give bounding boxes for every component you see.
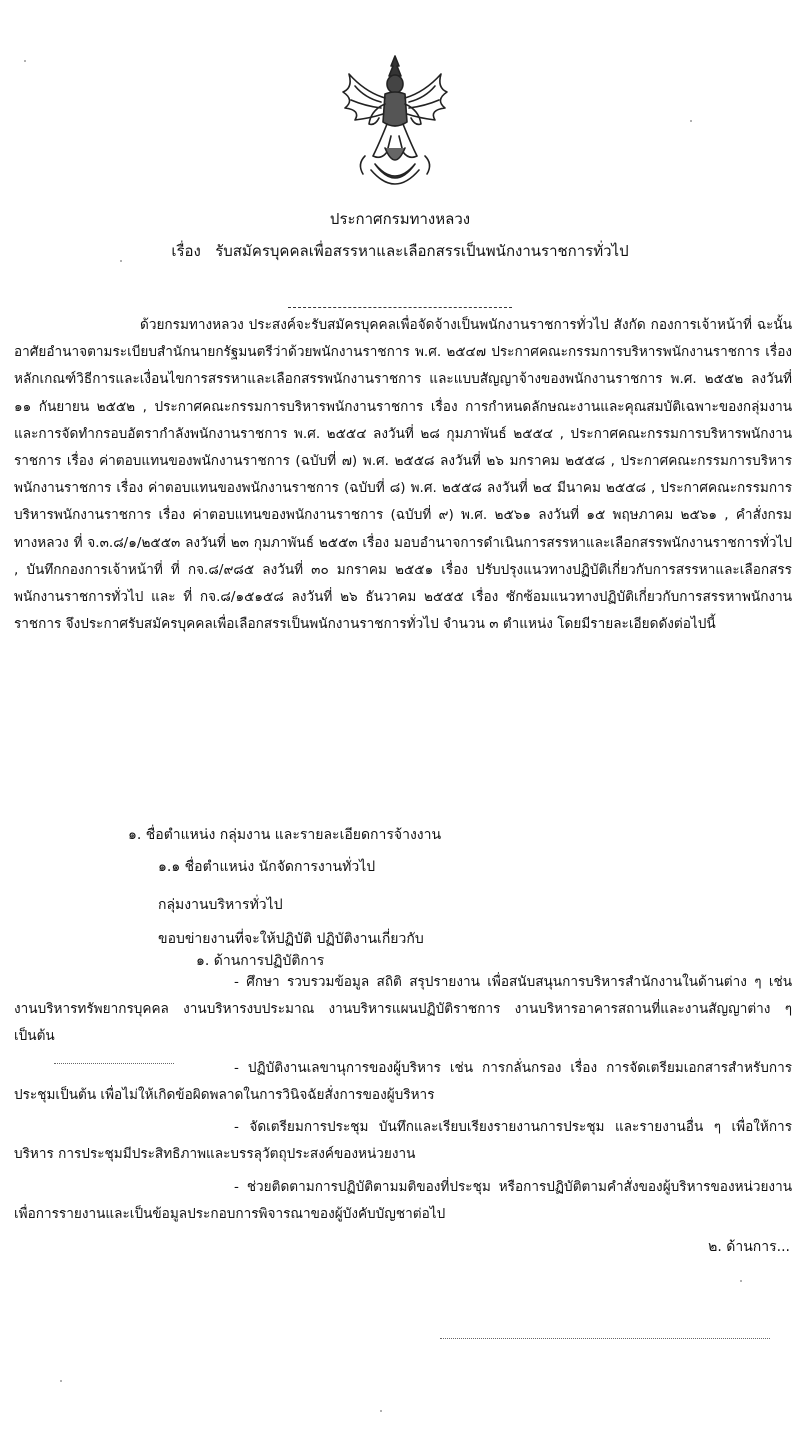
duty-item: - จัดเตรียมการประชุม บันทึกและเรียบเรียงรายงานการประชุม และรายงานอื่น ๆ เพื่อให้การบริหาร การประชุมมีประสิทธิภาพและบรรลุวัตถุประสงค์ของหน่วยงาน: [14, 1119, 792, 1162]
position-heading: ๑.๑ ชื่อตำแหน่ง นักจัดการงานทั่วไป: [158, 859, 376, 875]
scan-speck: [380, 1410, 382, 1412]
announcement-title: ประกาศกรมทางหลวง: [329, 210, 471, 228]
intro-text: ด้วยกรมทางหลวง ประสงค์จะรับสมัครบุคคลเพื่อจัดจ้างเป็นพนักงานราชการทั่วไป สังกัด กองการเจ้าหน้าที่ ฉะนั้น อาศัยอำนาจตามระเบียบสำนักนายกรัฐมนตรีว่าด้วยพนักงานราชการ พ.ศ. ๒๕๔๗ ประกาศคณะกรรมการบริหารพนักงานราชการ เรื่อง หลักเกณฑ์วิธีการและเงื่อนไขการสรรหาและเลือกสรรพนักงานราชการ และแบบสัญญาจ้างของพนักงานราชการ พ.ศ. ๒๕๕๒ ลงวันที่ ๑๑ กันยายน ๒๕๕๒ , ประกาศคณะกรรมการบริหารพนักงานราชการ เรื่อง การกำหนดลักษณะงานและคุณสมบัติเฉพาะของกลุ่มงานและการจัดทำกรอบอัตรากำลังพนักงานราชการ พ.ศ. ๒๕๕๔ ลงวันที่ ๒๘ กุมภาพันธ์ ๒๕๕๔ , ประกาศคณะกรรมการบริหารพนักงานราชการ เรื่อง ค่าตอบแทนของพนักงานราชการ (ฉบับที่ ๗) พ.ศ. ๒๕๕๘ ลงวันที่ ๒๖ มกราคม ๒๕๕๘ , ประกาศคณะกรรมการบริหารพนักงานราชการ เรื่อง ค่าตอบแทนของพนักงานราชการ (ฉบับที่ ๘) พ.ศ. ๒๕๕๘ ลงวันที่ ๒๔ มีนาคม ๒๕๕๘ , ประกาศคณะกรรมการบริหารพนักงานราชการ เรื่อง ค่าตอบแทนของพนักงานราชการ (ฉบับที่ ๙) พ.ศ. ๒๕๖๑ ลงวันที่ ๑๕ พฤษภาคม ๒๕๖๑ , คำสั่งกรมทางหลวง ที่ จ.๓.๘/๑/๒๕๕๓ ลงวันที่ ๒๓ กุมภาพันธ์ ๒๕๕๓ เรื่อง มอบอำนาจการดำเนินการสรรหาและเลือกสรรพนักงานราชการทั่วไป , บันทึกกองการเจ้าหน้าที่ ที่ กจ.๘/๙๘๕ ลงวันที่ ๓๐ มกราคม ๒๕๕๑ เรื่อง ปรับปรุงแนวทางปฏิบัติเกี่ยวกับการสรรหาและเลือกสรรพนักงานราชการทั่วไป และ ที่ กจ.๘/๑๕๑๕๘ ลงวันที่ ๒๖ ธันวาคม ๒๕๕๕ เรื่อง ซักซ้อมแนวทางปฏิบัติเกี่ยวกับการสรรหาพนักงานราชการ จึงประกาศรับสมัครบุคคลเพื่อเลือกสรรเป็นพนักงานราชการทั่วไป จำนวน ๓ ตำแหน่ง โดยมีรายละเอียดดังต่อไปนี้: [14, 317, 792, 633]
garuda-emblem-icon: [335, 52, 455, 197]
title-separator: [288, 307, 512, 308]
job-group: กลุ่มงานบริหารทั่วไป: [158, 897, 283, 913]
section-1-heading: ๑. ชื่อตำแหน่ง กลุ่มงาน และรายละเอียดการจ้างงาน: [128, 827, 442, 843]
duty-item: - ศึกษา รวบรวมข้อมูล สถิติ สรุปรายงาน เพื่อสนับสนุนการบริหารสำนักงานในด้านต่าง ๆ เช่น งานบริหารทรัพยากรบุคคล งานบริหารงบประมาณ งานบริหารแผนปฏิบัติราชการ งานบริหารอาคารสถานที่และงานสัญญาต่าง ๆ เป็นต้น: [14, 974, 792, 1044]
scan-speck: [740, 1280, 742, 1282]
scan-artifact: [54, 1063, 174, 1064]
subject-text: รับสมัครบุคคลเพื่อสรรหาและเลือกสรรเป็นพนักงานราชการทั่วไป: [215, 242, 629, 260]
subject-label: เรื่อง: [171, 242, 201, 260]
scan-speck: [690, 120, 692, 122]
intro-paragraph: [14, 312, 792, 638]
operations-heading: ๑. ด้านการปฏิบัติการ: [196, 953, 325, 969]
scan-speck: [24, 60, 26, 62]
scope-heading: ขอบข่ายงานที่จะให้ปฏิบัติ ปฏิบัติงานเกี่ยวกับ: [158, 931, 424, 947]
scan-artifact: [440, 1338, 770, 1339]
scan-speck: [60, 1380, 62, 1382]
duty-item: - ปฏิบัติงานเลขานุการของผู้บริหาร เช่น การกลั่นกรอง เรื่อง การจัดเตรียมเอกสารสำหรับการประชุมเป็นต้น เพื่อไม่ให้เกิดข้อผิดพลาดในการวินิจฉัยสั่งการของผู้บริหาร: [14, 1060, 792, 1103]
announcement-subject: [0, 240, 800, 262]
scan-speck: [120, 260, 122, 262]
duty-item: - ช่วยติดตามการปฏิบัติตามมติของที่ประชุม หรือการปฏิบัติตามคำสั่งของผู้บริหารของหน่วยงาน เพื่อการรายงานและเป็นข้อมูลประกอบการพิจารณาของผู้บังคับบัญชาต่อไป: [14, 1179, 792, 1222]
page-continuation: ๒. ด้านการ...: [708, 1239, 790, 1255]
